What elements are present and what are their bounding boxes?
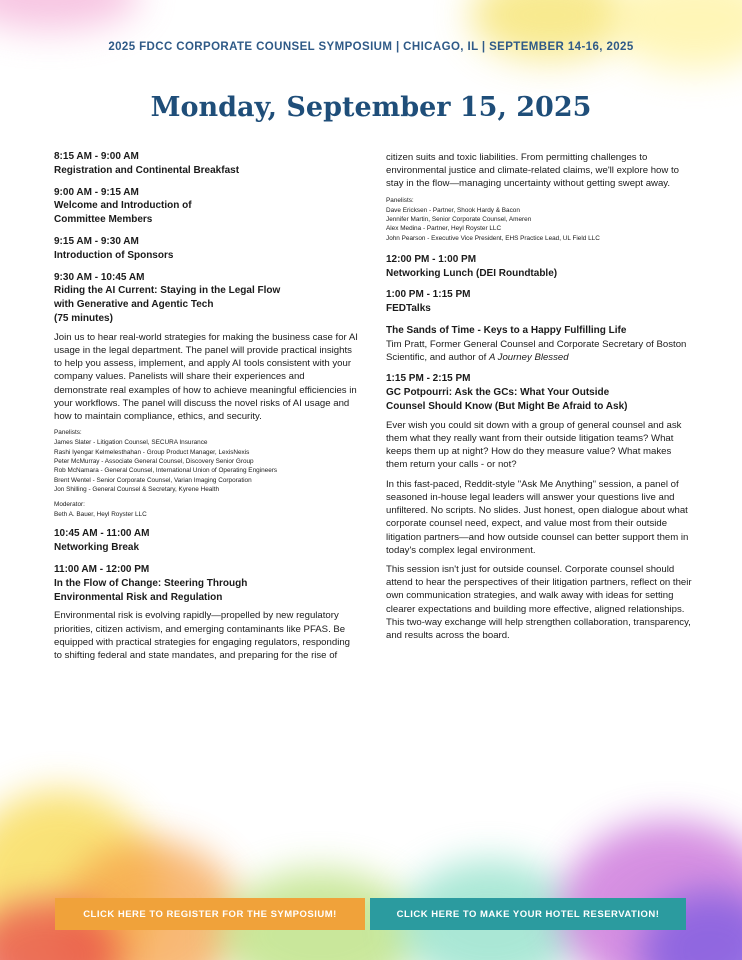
panelist: Jon Shilling - General Counsel & Secretary, Kyrene Health <box>54 485 220 493</box>
register-button[interactable]: CLICK HERE TO REGISTER FOR THE SYMPOSIUM! <box>55 898 365 930</box>
panelist: James Slater - Litigation Counsel, SECURA Insurance <box>54 439 208 447</box>
session-title-cont: with Generative and Agentic Tech <box>54 299 214 311</box>
session-paragraph-3: This session isn't just for outside counsel. Corporate counsel should attend to hear the perspectives of their litigation partners, reflect on their own communication strategies, and walk away with ideas for setting clearer expectations and building more effective, aligned relationships. This two-way exchange will help strengthen collaboration, transparency, and results across the board. <box>386 563 692 642</box>
panelist: Jennifer Martin, Senior Corporate Counsel, Ameren <box>386 215 532 223</box>
talk-speaker: Tim Pratt, Former General Counsel and Corporate Secretary of Boston Scientific, and author of <box>386 338 687 364</box>
session-time: 11:00 AM - 12:00 PM <box>54 563 150 575</box>
moderator-label: Moderator: <box>54 501 85 509</box>
session-ai-current <box>54 271 359 520</box>
session-time: 9:00 AM - 9:15 AM <box>54 186 139 198</box>
session-time: 9:15 AM - 9:30 AM <box>54 235 139 247</box>
book-title: A Journey Blessed <box>488 352 569 364</box>
panelist: Dave Ericksen - Partner, Shook Hardy & Bacon <box>386 206 520 214</box>
moderator: Beth A. Bauer, Heyl Royster LLC <box>54 511 147 519</box>
left-column <box>54 150 359 670</box>
session-gc-potpourri <box>386 372 692 642</box>
session-title: In the Flow of Change: Steering Through <box>54 577 248 589</box>
session-time: 1:00 PM - 1:15 PM <box>386 289 471 301</box>
session-fedtalks <box>386 288 692 364</box>
session-lunch <box>386 253 692 281</box>
session-description: Join us to hear real-world strategies for making the business case for AI usage in the legal department. The panel will provide practical insights to help you assess, implement, and apply AI tools consistent with your company values. Panelists will share their experiences and demonstrate real examples of how to achieve meaningful efficiencies in your workflows. The panel will discuss the novel risks of AI usage and how to maintain compliance, ethics, and security. <box>54 331 358 423</box>
session-time: 9:30 AM - 10:45 AM <box>54 271 145 283</box>
session-title: Welcome and Introduction of <box>54 200 192 212</box>
session-title: Introduction of Sponsors <box>54 249 174 261</box>
session-networking-break <box>54 527 359 555</box>
panelist: Rashi Iyengar Kelmelesthahan - Group Product Manager, LexisNexis <box>54 448 250 456</box>
panelist: John Pearson - Executive Vice President, EHS Practice Lead, UL Field LLC <box>386 234 600 242</box>
talk-title: The Sands of Time - Keys to a Happy Fulfilling Life <box>386 324 627 336</box>
session-title: Riding the AI Current: Staying in the Legal Flow <box>54 285 281 297</box>
session-time: 12:00 PM - 1:00 PM <box>386 253 477 265</box>
session-paragraph-1: Ever wish you could sit down with a group of general counsel and ask them what they really want from their outside litigation teams? What keeps them up at night? How do they measure value? What makes them return your calls - or not? <box>386 419 682 471</box>
panelist: Alex Medina - Partner, Heyl Royster LLC <box>386 225 502 233</box>
session-title: GC Potpourri: Ask the GCs: What Your Outside <box>386 387 610 399</box>
session-sponsors <box>54 235 359 263</box>
session-title: Networking Break <box>54 542 140 554</box>
session-description-cont: citizen suits and toxic liabilities. From permitting challenges to environmental justice and climate-related claims, we'll explore how to stay in the flow—managing uncertainty without getting swept away. <box>386 152 679 190</box>
session-paragraph-2: In this fast-paced, Reddit-style "Ask Me Anything" session, a panel of seasoned in-house legal leaders will answer your questions live and unfiltered. No scripts. No slides. Just honest, open dialogue about what corporate counsel need, expect, and value most from their outside litigation partners—and how outside counsel can better support them in today's complex legal environment. <box>386 478 689 556</box>
session-environmental <box>54 563 359 662</box>
session-title-cont: Environmental Risk and Regulation <box>54 591 223 603</box>
right-column <box>386 151 692 650</box>
session-registration <box>54 150 359 178</box>
cta-row <box>0 898 742 930</box>
session-description: Environmental risk is evolving rapidly—propelled by new regulatory priorities, citizen activism, and emerging contaminants like PFAS. Be equipped with practical strategies for engaging regulators, responding to shifting federal and state mandates, and preparing for the rise of <box>54 610 350 661</box>
panelists-label: Panelists: <box>54 429 82 437</box>
session-welcome <box>54 186 359 227</box>
talk-description <box>386 338 692 364</box>
session-title-cont: Counsel Should Know (But Might Be Afraid to Ask) <box>386 400 628 412</box>
panelist: Brent Wentel - Senior Corporate Counsel, Varian Imaging Corporation <box>54 476 252 484</box>
session-time: 10:45 AM - 11:00 AM <box>54 528 150 540</box>
session-title: Networking Lunch (DEI Roundtable) <box>386 267 558 279</box>
panelist: Peter McMurray - Associate General Counsel, Discovery Senior Group <box>54 457 254 465</box>
session-title: FEDTalks <box>386 303 431 315</box>
page-title: Monday, September 15, 2025 <box>150 92 592 123</box>
session-title: Registration and Continental Breakfast <box>54 164 240 176</box>
session-time: 1:15 PM - 2:15 PM <box>386 373 471 385</box>
panelist: Rob McNamara - General Counsel, International Union of Operating Engineers <box>54 467 278 475</box>
session-title-cont: Committee Members <box>54 214 153 226</box>
event-header: 2025 FDCC CORPORATE COUNSEL SYMPOSIUM | CHICAGO, IL | SEPTEMBER 14-16, 2025 <box>108 41 634 53</box>
session-duration: (75 minutes) <box>54 312 113 324</box>
hotel-reservation-button[interactable]: CLICK HERE TO MAKE YOUR HOTEL RESERVATION! <box>370 898 686 930</box>
session-environmental-cont <box>386 151 692 243</box>
session-time: 8:15 AM - 9:00 AM <box>54 151 139 162</box>
panelists-label: Panelists: <box>386 196 414 204</box>
